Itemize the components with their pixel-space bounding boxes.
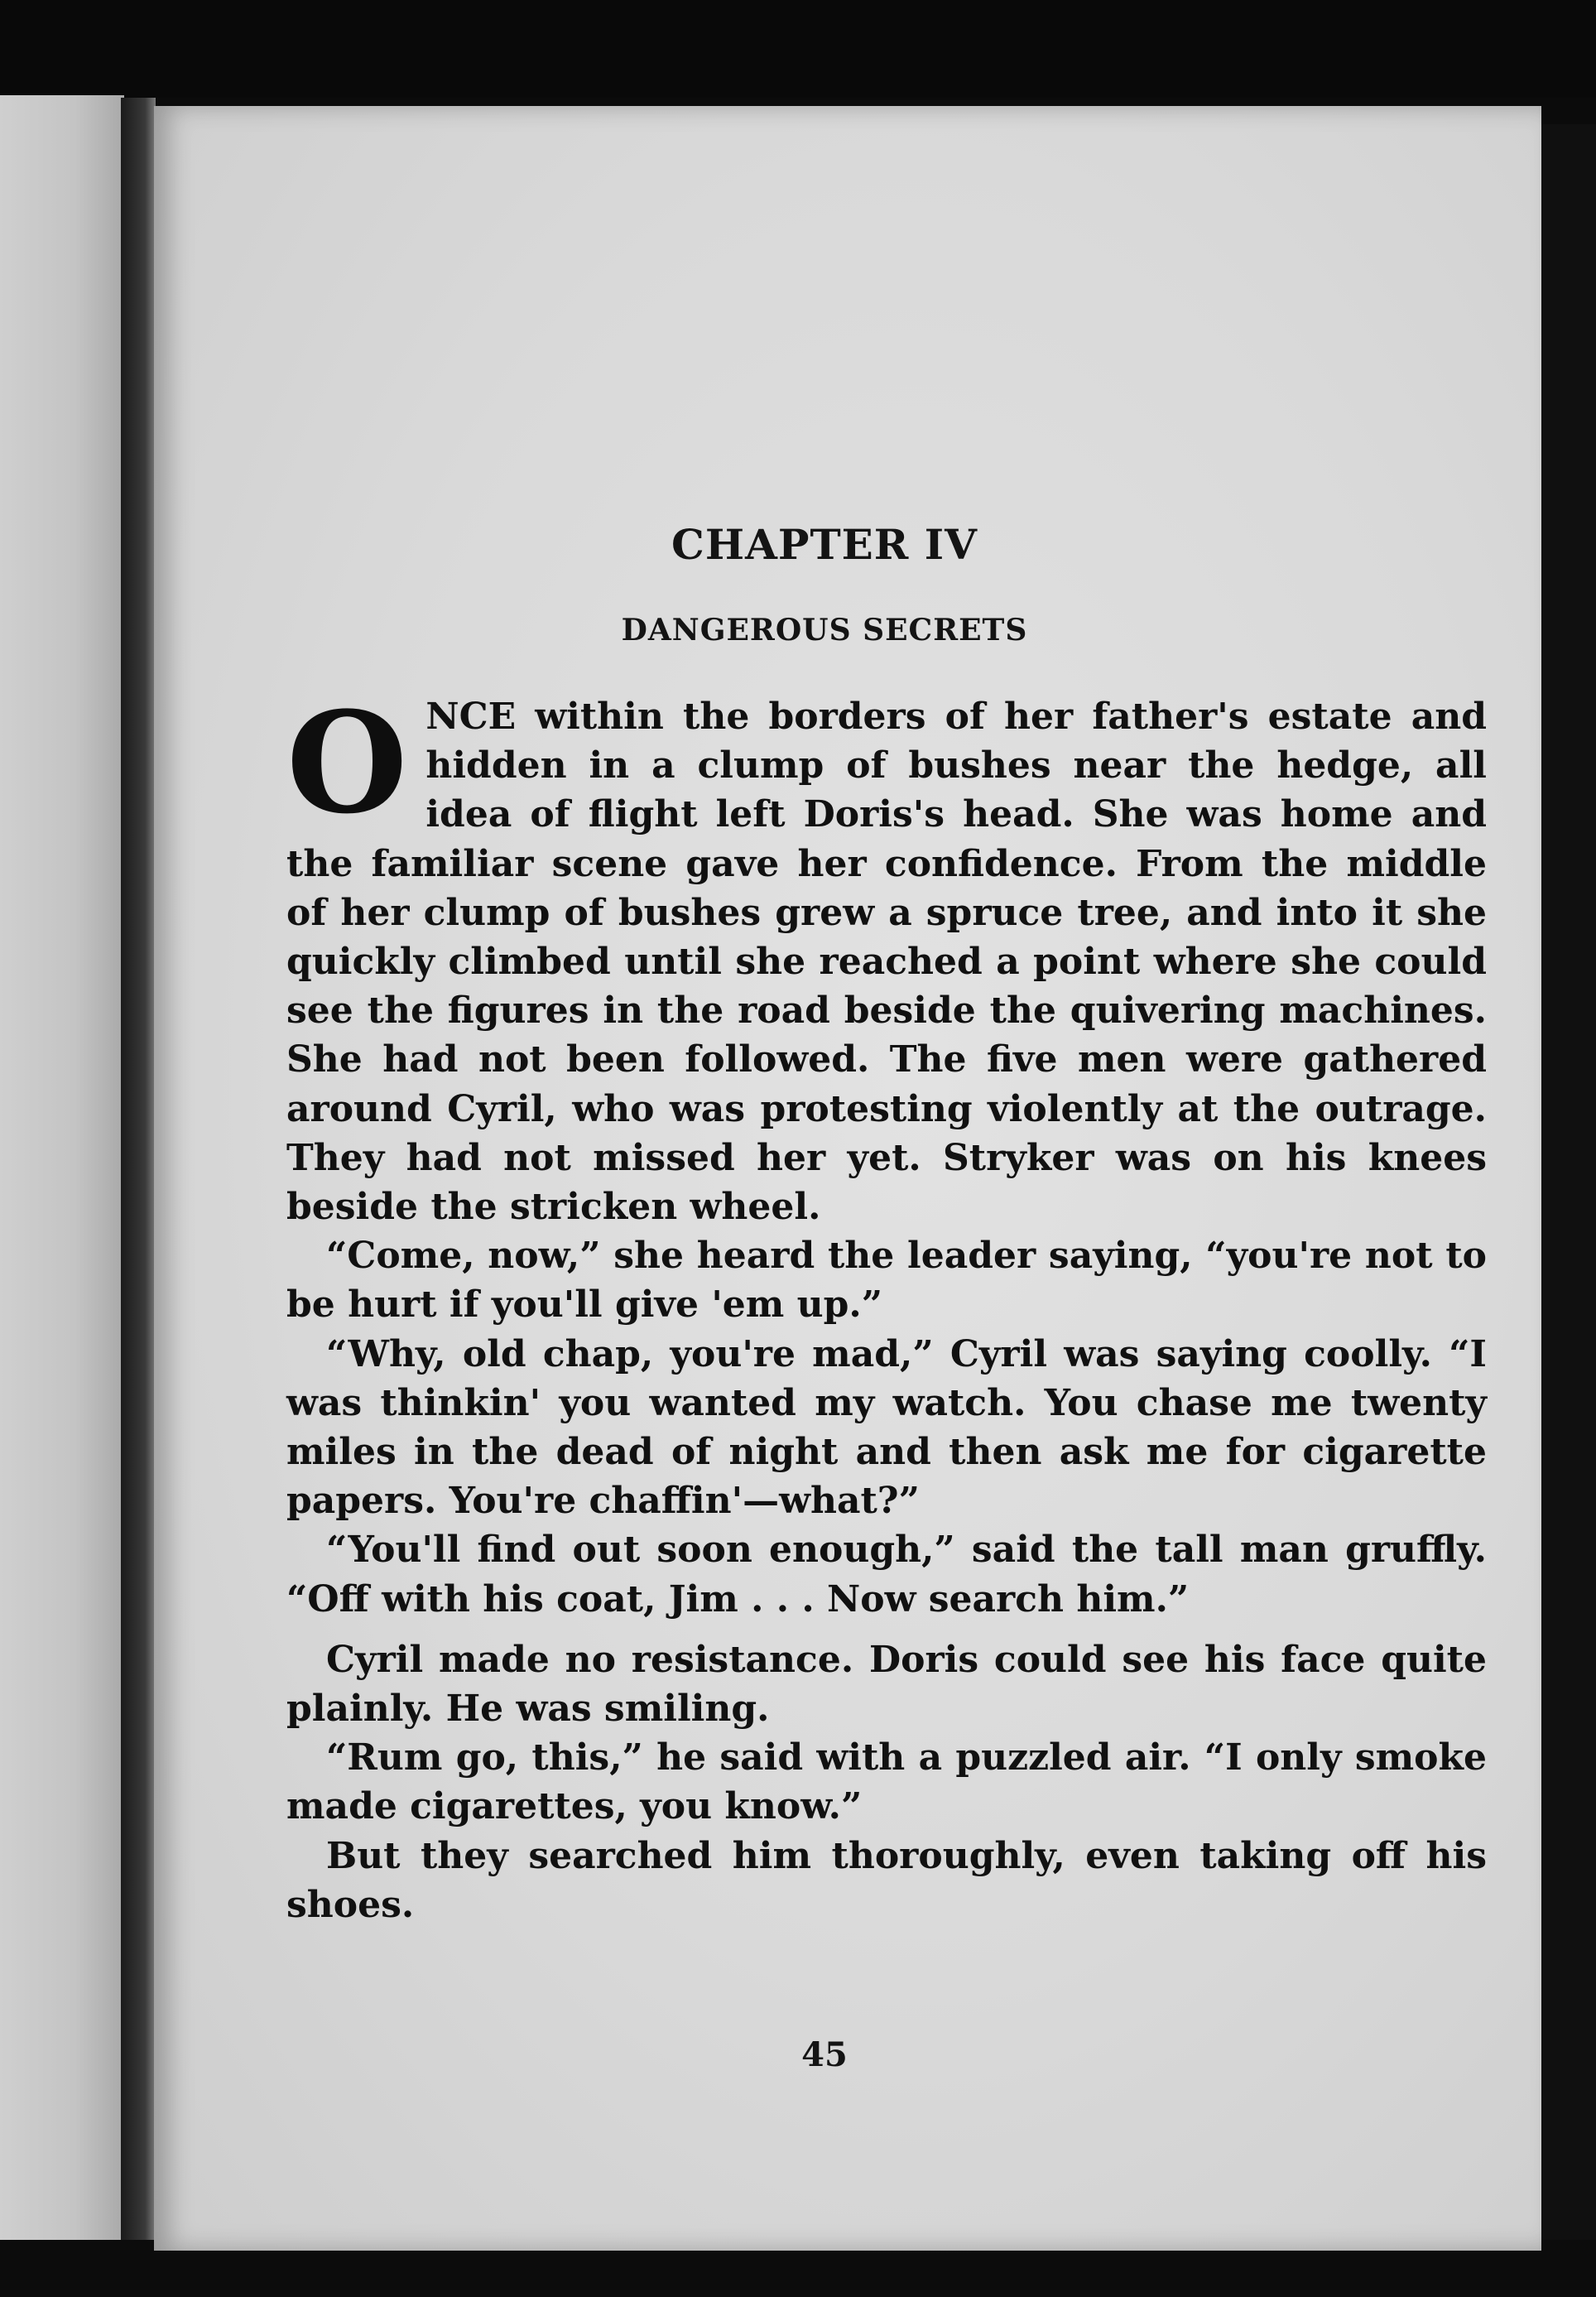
chapter-title: CHAPTER IV (671, 520, 978, 569)
paragraph: But they searched him thoroughly, even taking off his shoes. (286, 1834, 1487, 1926)
paragraph: Cyril made no resistance. Doris could see his face quite plainly. He was smiling. (286, 1638, 1487, 1731)
page-number: 45 (801, 2035, 848, 2074)
paragraph: “You'll find out soon enough,” said the tall man gruffly. “Off with his coat, Jim . . . Now search him.” (286, 1529, 1487, 1620)
paragraph: “Rum go, this,” he said with a puzzled air. “I only smoke made cigarettes, you know.” (286, 1736, 1487, 1828)
paragraph: “Come, now,” she heard the leader saying, “you're not to be hurt if you'll give 'em up.” (286, 1235, 1487, 1327)
scan-right-border (1541, 124, 1596, 2297)
chapter-body (286, 681, 1487, 1929)
drop-cap: O (286, 681, 408, 845)
scan-top-border (0, 0, 1596, 98)
paragraph-opening-text: NCE within the borders of her father's estate and hidden in a clump of bushes near the hedge, all idea of flight left Doris's head. She was home and the familiar scene gave her confidence. From the middle of her clump of bushes grew a spruce tree, and into it she quickly climbed until she reached a point where she could see the figures in the road beside the quivering machines. She had not been followed. The five men were gathered around Cyril, who was protesting violently at the outrage. They had not missed her yet. Stryker was on his knees beside the stricken wheel. (286, 696, 1487, 1229)
book-page (154, 106, 1541, 2251)
chapter-subtitle: DANGEROUS SECRETS (621, 613, 1028, 648)
paragraph: “Why, old chap, you're mad,” Cyril was saying coolly. “I was thinkin' you wanted my watch. You chase me twenty miles in the dead of night and then ask me for cigarette papers. You're chaffin'—what?” (286, 1332, 1487, 1523)
book-spine-shadow (121, 98, 156, 2251)
facing-page-edge (0, 95, 124, 2240)
paragraph-opening (286, 681, 1487, 1231)
